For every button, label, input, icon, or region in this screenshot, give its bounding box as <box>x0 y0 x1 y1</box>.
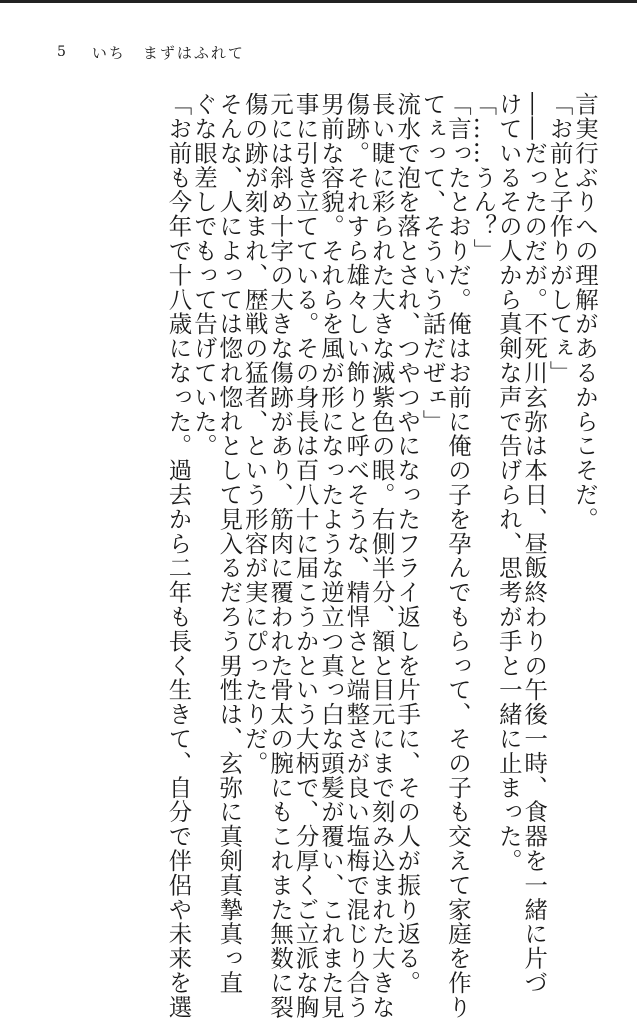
page-number: 5 <box>57 44 66 60</box>
text-line: てぇって、そういう話だぜェ」 <box>418 92 447 434</box>
text-line: 長い睫に彩られた大きな滅紫色の眼。右側半分、額と目元にまで刻み込まれた大きな <box>367 92 396 1019</box>
text-line: 男前な容貌。それらを風が形になったような逆立つ真っ白な頭髪が覆い、これまた見 <box>316 92 345 1019</box>
body-text <box>52 92 599 1019</box>
text-line: 「……うん？」 <box>469 92 498 263</box>
text-line: けているその人から真剣な声で告げられ、思考が手と一緒に止まった。 <box>494 92 523 873</box>
text-line: 「お前も今年で十八歳になった。過去から二年も長く生きて、自分で伴侶や未来を選 <box>164 92 193 1019</box>
text-line: 事に引き立てている。その身長は百八十に届こうかという大柄で、分厚くご立派な胸 <box>291 92 320 1019</box>
top-border <box>0 0 637 3</box>
text-line: 「言ったとおりだ。俺はお前に俺の子を孕んでもらって、その子も交えて家庭を作り <box>443 92 472 1019</box>
text-line: 傷の跡が刻まれ、歴戦の猛者、という形容が実にぴったりだ。 <box>240 92 269 776</box>
text-line: ぐな眼差しでもって告げていた。 <box>189 92 218 458</box>
text-line: ――だったのだが。不死川玄弥は本日、昼飯終わりの午後一時、食器を一緒に片づ <box>520 92 549 995</box>
running-header <box>57 40 245 64</box>
text-line: 傷跡。それすら雄々しい飾りと呼べそうな、精悍さと端整さが良い塩梅で混じり合う <box>342 92 371 1019</box>
text-line: 流水で泡を落とされ、つやつやになったフライ返しを片手に、その人が振り返る。 <box>393 92 422 995</box>
chapter-title: いち まずはふれて <box>91 43 245 62</box>
text-line: そんな、人によっては惚れ惚れとして見入るだろう男性は、玄弥に真剣真摯真っ直 <box>215 92 244 995</box>
text-line: 「お前と子作りがしてぇ」 <box>545 92 574 385</box>
text-line: 言実行ぶりへの理解があるからこそだ。 <box>571 92 599 532</box>
text-line: 元には斜め十字の大きな傷跡があり、筋肉に覆われた骨太の腕にもこれまた無数に裂 <box>266 92 295 1019</box>
